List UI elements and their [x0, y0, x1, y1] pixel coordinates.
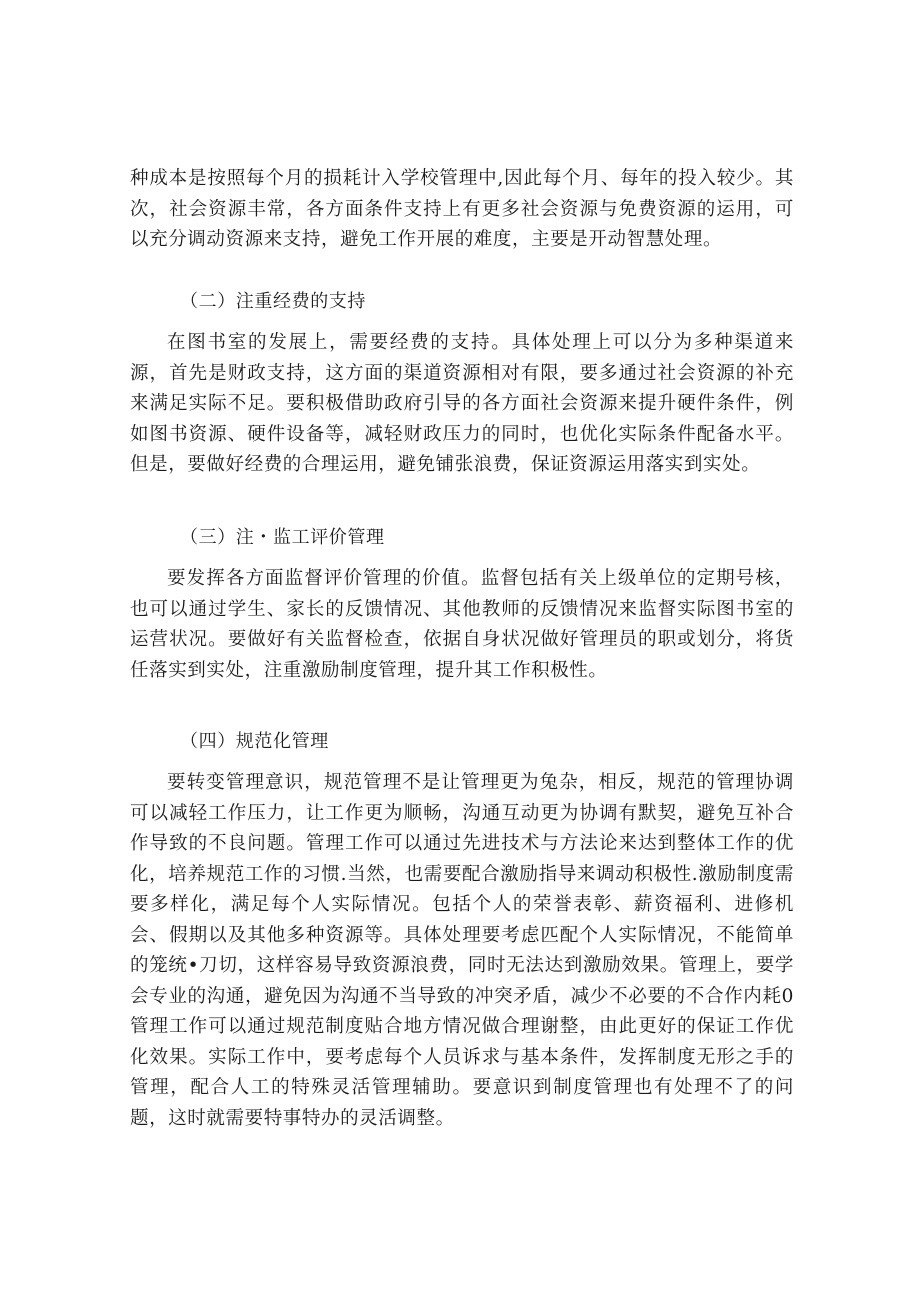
paragraph-3: 要发挥各方面监督评价管理的价值。监督包括有关上级单位的定期号核，也可以通过学生、家长的反馈情况、其他教师的反馈情况来监督实际图书室的运营状况。要做好有关监督检查，依据自身状况做好管理员的职或划分，将货任落实到实处，注重激励制度管理，提升其工作积极性。: [130, 568, 794, 681]
paragraph-4: 要转变管理意识，规范管理不是让管理更为兔杂，相反，规范的管理协调可以减轻工作压力，让工作更为顺畅，沟通互动更为协调有默契，避免互补合作导致的不良问题。管理工作可以通过先进技术与方法论来达到整体工作的优化，培养规范工作的习惯.当然，也需要配合激励指导来调动积极性.激励制度需要多样化，满足每个人实际情况。包括个人的荣誉表彰、薪资福利、进修机会、假期以及其他多种资源等。具体处理要考虑匹配个人实际情况，不能简单的笼统•刀切，这样容易导致资源浪费，同时无法达到激励效果。管理上，要学会专业的沟通，避免因为沟通不当导致的冲突矛盾，减少不必要的不合作内耗0管理工作可以通过规范制度贴合地方情况做合理谢整，由此更好的保证工作优化效果。实际工作中，要考虑每个人员诉求与基本条件，发挥制度无形之手的管理，配合人工的特殊灵活管理辅助。要意识到制度管理也有处理不了的问题，这时就需要特事特办的灵活调整。: [130, 772, 794, 1129]
section-heading-2: （二）注重经费的支持: [180, 291, 366, 312]
paragraph-2: 在图书室的发展上，需要经费的支持。具体处理上可以分为多种渠道来源，首先是财政支持，这方面的渠道资源相对有限，要多通过社会资源的补充来满足实际不足。要积极借助政府引导的各方面社会资源来提升硬件条件，例如图书资源、硬件设备等，减轻财政压力的同时，也优化实际条件配备水平。但是，要做好经费的合理运用，避免铺张浪费，保证资源运用落实到实处。: [130, 332, 794, 475]
paragraph-1: 种成本是按照每个月的损耗计入学校管理中,因此每个月、每年的投入较少。其次，社会资源丰常，各方面条件支持上有更多社会资源与免费资源的运用，可以充分调动资源来支持，避免工作开展的难度，主要是开动智慧处理。: [130, 168, 794, 250]
section-heading-4: （四）规范化管理: [180, 731, 329, 752]
section-heading-3: （三）注・监工评价管理: [180, 527, 385, 548]
